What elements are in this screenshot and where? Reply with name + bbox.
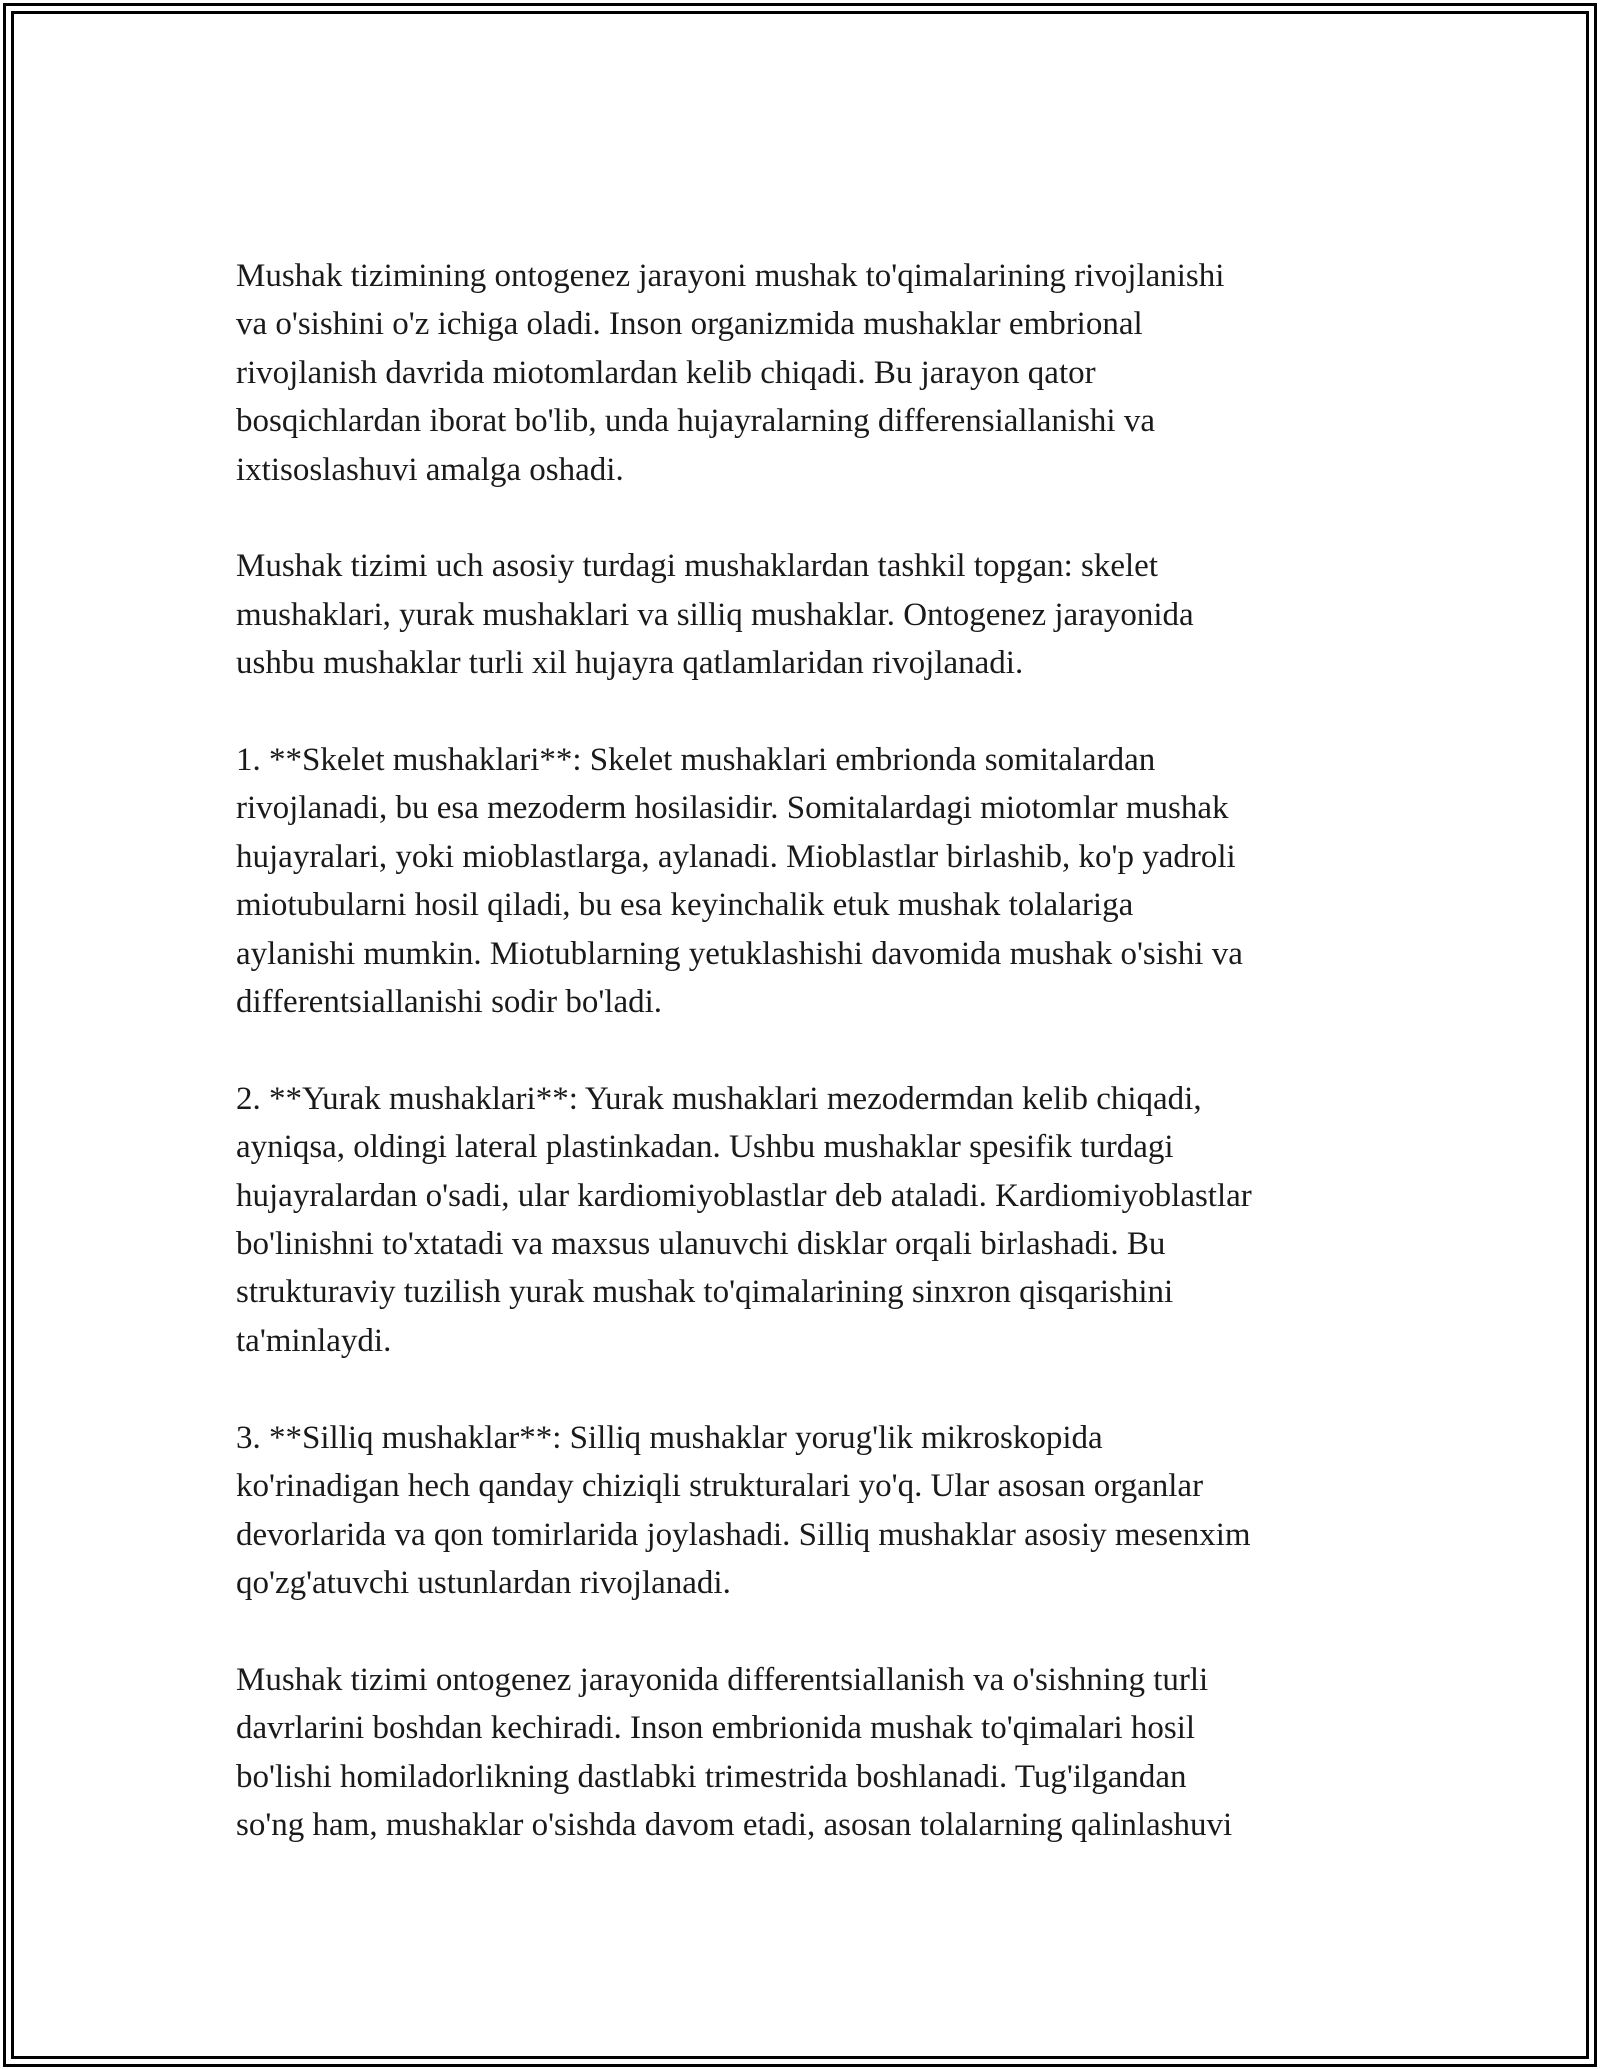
paragraph-conclusion: Mushak tizimi ontogenez jarayonida differentsiallanish va o'sishning turli davrlarini boshdan kechiradi. Inson embrionida mushak to'qimalari hosil bo'lishi homiladorlikning dastlabki trimestrida boshlanadi. Tug'ilgandan so'ng ham, mushaklar o'sishda davom etadi, asosan tolalarning qalinlashuvi <box>236 1661 1233 1843</box>
paragraph-muscle-types: Mushak tizimi uch asosiy turdagi mushaklardan tashkil topgan: skelet mushaklari, yurak mushaklari va silliq mushaklar. Ontogenez jarayonida ushbu mushaklar turli xil hujayra qatlamlaridan rivojlanadi. <box>236 548 1194 682</box>
paragraph-skeletal-muscles: 1. **Skelet mushaklari**: Skelet mushaklari embrionda somitalardan rivojlanadi, bu esa mezoderm hosilasidir. Somitalardagi miotomlar mushak hujayralari, yoki mioblastlarga, aylanadi. Mioblastlar birlashib, ko'p yadroli miotubularni hosil qiladi, bu esa keyinchalik etuk mushak tolalariga aylanishi mumkin. Miotublarning yetuklashishi davomida mushak o'sishi va differentsiallanishi sodir bo'ladi. <box>236 742 1243 1021</box>
paragraph-smooth-muscles: 3. **Silliq mushaklar**: Silliq mushaklar yorug'lik mikroskopida ko'rinadigan hech qanday chiziqli strukturalari yo'q. Ular asosan organlar devorlarida va qon tomirlarida joylashadi. Silliq mushaklar asosiy mesenxim qo'zg'atuvchi ustunlardan rivojlanadi. <box>236 1419 1251 1601</box>
document-body <box>236 252 1386 1849</box>
paragraph-cardiac-muscles: 2. **Yurak mushaklari**: Yurak mushaklari mezodermdan kelib chiqadi, ayniqsa, oldingi lateral plastinkadan. Ushbu mushaklar spesifik turdagi hujayralardan o'sadi, ular kardiomiyoblastlar deb ataladi. Kardiomiyoblastlar bo'linishni to'xtatadi va maxsus ulanuvchi disklar orqali birlashadi. Bu strukturaviy tuzilish yurak mushak to'qimalarining sinxron qisqarishini ta'minlaydi. <box>236 1080 1252 1359</box>
paragraph-intro: Mushak tizimining ontogenez jarayoni mushak to'qimalarining rivojlanishi va o'sishini o'z ichiga oladi. Inson organizmida mushaklar embrional rivojlanish davrida miotomlardan kelib chiqadi. Bu jarayon qator bosqichlardan iborat bo'lib, unda hujayralarning differensiallanishi va ixtisoslashuvi amalga oshadi. <box>236 258 1225 488</box>
